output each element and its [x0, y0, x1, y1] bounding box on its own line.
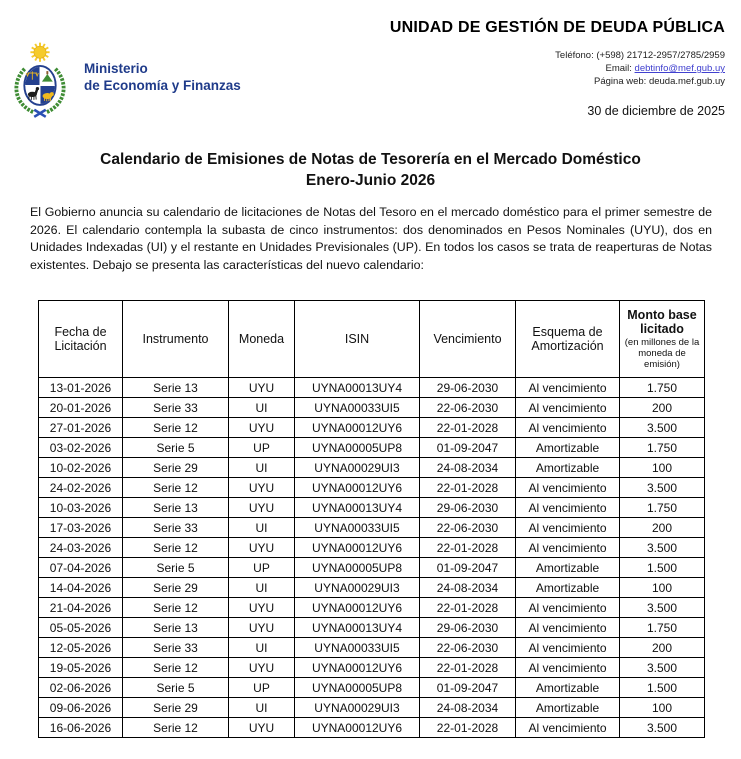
table-row — [39, 578, 705, 598]
table-cell: 02-06-2026 — [39, 678, 123, 698]
table-cell: Serie 12 — [123, 538, 229, 558]
table-cell: 01-09-2047 — [420, 558, 516, 578]
table-cell: UYU — [229, 498, 295, 518]
document-date: 30 de diciembre de 2025 — [587, 104, 725, 118]
table-cell: 10-02-2026 — [39, 458, 123, 478]
table-cell: 20-01-2026 — [39, 398, 123, 418]
table-cell: UYNA00033UI5 — [295, 638, 420, 658]
table-cell: 100 — [620, 458, 705, 478]
email-line — [555, 62, 725, 75]
col-header-instrumento: Instrumento — [123, 301, 229, 378]
table-cell: 24-08-2034 — [420, 578, 516, 598]
table-cell: 22-01-2028 — [420, 718, 516, 738]
table-cell: Serie 33 — [123, 398, 229, 418]
table-cell: 1.750 — [620, 498, 705, 518]
table-cell: 22-06-2030 — [420, 638, 516, 658]
table-cell: 01-09-2047 — [420, 438, 516, 458]
table-cell: UP — [229, 438, 295, 458]
table-cell: 3.500 — [620, 538, 705, 558]
table-row — [39, 638, 705, 658]
table-row — [39, 718, 705, 738]
table-row — [39, 438, 705, 458]
website-text: Página web: deuda.mef.gub.uy — [594, 76, 725, 87]
table-cell: UP — [229, 678, 295, 698]
table-cell: Al vencimiento — [516, 378, 620, 398]
table-cell: 12-05-2026 — [39, 638, 123, 658]
table-cell: 24-03-2026 — [39, 538, 123, 558]
email-link[interactable]: debtinfo@mef.gub.uy — [634, 63, 725, 74]
table-cell: UI — [229, 578, 295, 598]
table-cell: Amortizable — [516, 578, 620, 598]
table-cell: Al vencimiento — [516, 498, 620, 518]
table-row — [39, 678, 705, 698]
table-cell: UYU — [229, 538, 295, 558]
table-cell: 200 — [620, 518, 705, 538]
table-cell: Al vencimiento — [516, 518, 620, 538]
table-cell: Al vencimiento — [516, 398, 620, 418]
table-cell: UYU — [229, 658, 295, 678]
table-cell: Serie 29 — [123, 698, 229, 718]
col-header-isin: ISIN — [295, 301, 420, 378]
intro-paragraph: El Gobierno anuncia su calendario de licitaciones de Notas del Tesoro en el mercado doméstico para el primer semestre de 2026. El calendario contempla la subasta de cinco instrumentos: dos denominados en Pesos Nominales (UYU), dos en Unidades Indexadas (UI) y el restante en Unidades Previsionales (UP). En todos los casos se trata de reaperturas de Notas existentes. Debajo se presenta las características del nuevo calendario: — [30, 205, 712, 272]
table-cell: Al vencimiento — [516, 598, 620, 618]
table-cell: 09-06-2026 — [39, 698, 123, 718]
table-cell: Amortizable — [516, 558, 620, 578]
table-cell: Al vencimiento — [516, 478, 620, 498]
table-row — [39, 478, 705, 498]
table-cell: UYNA00029UI3 — [295, 458, 420, 478]
table-cell: UYNA00012UY6 — [295, 538, 420, 558]
table-cell: UI — [229, 698, 295, 718]
table-cell: Al vencimiento — [516, 658, 620, 678]
table-cell: 1.750 — [620, 618, 705, 638]
table-row — [39, 398, 705, 418]
table-cell: 22-01-2028 — [420, 478, 516, 498]
table-cell: 14-04-2026 — [39, 578, 123, 598]
table-cell: Serie 12 — [123, 658, 229, 678]
table-cell: Serie 5 — [123, 438, 229, 458]
table-cell: 22-06-2030 — [420, 398, 516, 418]
table-cell: UYNA00013UY4 — [295, 378, 420, 398]
table-cell: 22-06-2030 — [420, 518, 516, 538]
table-cell: 22-01-2028 — [420, 598, 516, 618]
table-row — [39, 538, 705, 558]
table-cell: Serie 33 — [123, 518, 229, 538]
table-cell: UYNA00005UP8 — [295, 438, 420, 458]
table-cell: 03-02-2026 — [39, 438, 123, 458]
table-row — [39, 418, 705, 438]
table-cell: Al vencimiento — [516, 418, 620, 438]
table-cell: Serie 12 — [123, 478, 229, 498]
table-cell: Serie 5 — [123, 558, 229, 578]
table-cell: UYU — [229, 378, 295, 398]
col-header-vencimiento: Vencimiento — [420, 301, 516, 378]
table-cell: 3.500 — [620, 718, 705, 738]
table-row — [39, 458, 705, 478]
table-cell: Al vencimiento — [516, 538, 620, 558]
table-cell: UYNA00013UY4 — [295, 498, 420, 518]
monto-header-note: (en millones de la moneda de emisión) — [624, 337, 700, 370]
table-row — [39, 698, 705, 718]
page-title — [0, 149, 741, 191]
ministry-name — [84, 60, 241, 94]
table-cell: 1.750 — [620, 438, 705, 458]
table-cell: Al vencimiento — [516, 718, 620, 738]
ministry-name-line1: Ministerio — [84, 61, 148, 76]
table-cell: UYNA00012UY6 — [295, 418, 420, 438]
table-cell: Amortizable — [516, 458, 620, 478]
table-cell: 07-04-2026 — [39, 558, 123, 578]
table-cell: UYU — [229, 618, 295, 638]
table-cell: Serie 13 — [123, 378, 229, 398]
table-cell: 100 — [620, 698, 705, 718]
col-header-moneda: Moneda — [229, 301, 295, 378]
table-row — [39, 658, 705, 678]
table-cell: 10-03-2026 — [39, 498, 123, 518]
table-cell: UYNA00029UI3 — [295, 698, 420, 718]
table-cell: 22-01-2028 — [420, 418, 516, 438]
table-cell: Serie 29 — [123, 458, 229, 478]
table-cell: UYNA00012UY6 — [295, 718, 420, 738]
table-cell: UYU — [229, 418, 295, 438]
table-cell: UI — [229, 458, 295, 478]
table-cell: UYNA00005UP8 — [295, 558, 420, 578]
page-title-line2: Enero-Junio 2026 — [305, 172, 436, 189]
table-cell: 24-08-2034 — [420, 458, 516, 478]
col-header-fecha-licitacion: Fecha de Licitación — [39, 301, 123, 378]
unit-title: UNIDAD DE GESTIÓN DE DEUDA PÚBLICA — [389, 19, 725, 36]
ministry-name-line2: de Economía y Finanzas — [84, 78, 241, 93]
table-row — [39, 378, 705, 398]
table-cell: Al vencimiento — [516, 618, 620, 638]
table-cell: UYNA00012UY6 — [295, 598, 420, 618]
table-cell: UI — [229, 518, 295, 538]
table-cell: 21-04-2026 — [39, 598, 123, 618]
table-cell: 22-01-2028 — [420, 538, 516, 558]
table-cell: UI — [229, 398, 295, 418]
table-cell: 29-06-2030 — [420, 618, 516, 638]
table-cell: UYNA00012UY6 — [295, 478, 420, 498]
table-cell: 100 — [620, 578, 705, 598]
table-cell: UI — [229, 638, 295, 658]
table-cell: 200 — [620, 638, 705, 658]
table-cell: UYU — [229, 478, 295, 498]
table-cell: UYNA00029UI3 — [295, 578, 420, 598]
table-cell: Serie 33 — [123, 638, 229, 658]
table-row — [39, 518, 705, 538]
table-cell: UYNA00012UY6 — [295, 658, 420, 678]
table-cell: 200 — [620, 398, 705, 418]
table-cell: Amortizable — [516, 678, 620, 698]
table-cell: 29-06-2030 — [420, 378, 516, 398]
table-cell: 19-05-2026 — [39, 658, 123, 678]
table-cell: 1.500 — [620, 678, 705, 698]
table-cell: 1.750 — [620, 378, 705, 398]
contact-block — [555, 49, 725, 88]
monto-header-title: Monto base licitado — [627, 308, 697, 336]
table-cell: Serie 12 — [123, 598, 229, 618]
emissions-table — [38, 300, 705, 738]
ribbon-icon — [34, 110, 46, 117]
table-header-row — [39, 301, 705, 378]
table-cell: 24-08-2034 — [420, 698, 516, 718]
table-cell: UYNA00033UI5 — [295, 398, 420, 418]
ministry-brand — [8, 42, 241, 120]
table-cell: Al vencimiento — [516, 638, 620, 658]
email-label: Email: — [605, 63, 635, 74]
col-header-esquema-amortizacion: Esquema de Amortización — [516, 301, 620, 378]
table-cell: 3.500 — [620, 478, 705, 498]
table-cell: UYU — [229, 598, 295, 618]
table-cell: 17-03-2026 — [39, 518, 123, 538]
table-cell: 01-09-2047 — [420, 678, 516, 698]
table-cell: UYNA00005UP8 — [295, 678, 420, 698]
table-cell: Serie 13 — [123, 498, 229, 518]
table-cell: UYNA00013UY4 — [295, 618, 420, 638]
table-cell: 16-06-2026 — [39, 718, 123, 738]
table-row — [39, 498, 705, 518]
table-cell: 24-02-2026 — [39, 478, 123, 498]
table-cell: Serie 5 — [123, 678, 229, 698]
table-cell: Serie 12 — [123, 718, 229, 738]
table-cell: UP — [229, 558, 295, 578]
table-cell: 22-01-2028 — [420, 658, 516, 678]
table-cell: Serie 12 — [123, 418, 229, 438]
table-cell: 3.500 — [620, 658, 705, 678]
table-cell: Amortizable — [516, 438, 620, 458]
table-row — [39, 598, 705, 618]
table-cell: 27-01-2026 — [39, 418, 123, 438]
table-cell: Serie 13 — [123, 618, 229, 638]
table-cell: 3.500 — [620, 418, 705, 438]
col-header-monto-base — [620, 301, 705, 378]
phone-text: Teléfono: (+598) 21712-2957/2785/2959 — [555, 50, 725, 61]
table-cell: 1.500 — [620, 558, 705, 578]
page-title-line1: Calendario de Emisiones de Notas de Tesorería en el Mercado Doméstico — [100, 151, 641, 168]
table-cell: UYU — [229, 718, 295, 738]
table-cell: Serie 29 — [123, 578, 229, 598]
table-cell: 3.500 — [620, 598, 705, 618]
table-cell: UYNA00033UI5 — [295, 518, 420, 538]
table-cell: 05-05-2026 — [39, 618, 123, 638]
uruguay-coat-of-arms-icon — [8, 42, 72, 120]
table-cell: 29-06-2030 — [420, 498, 516, 518]
table-cell: 13-01-2026 — [39, 378, 123, 398]
table-cell: Amortizable — [516, 698, 620, 718]
table-row — [39, 618, 705, 638]
table-row — [39, 558, 705, 578]
